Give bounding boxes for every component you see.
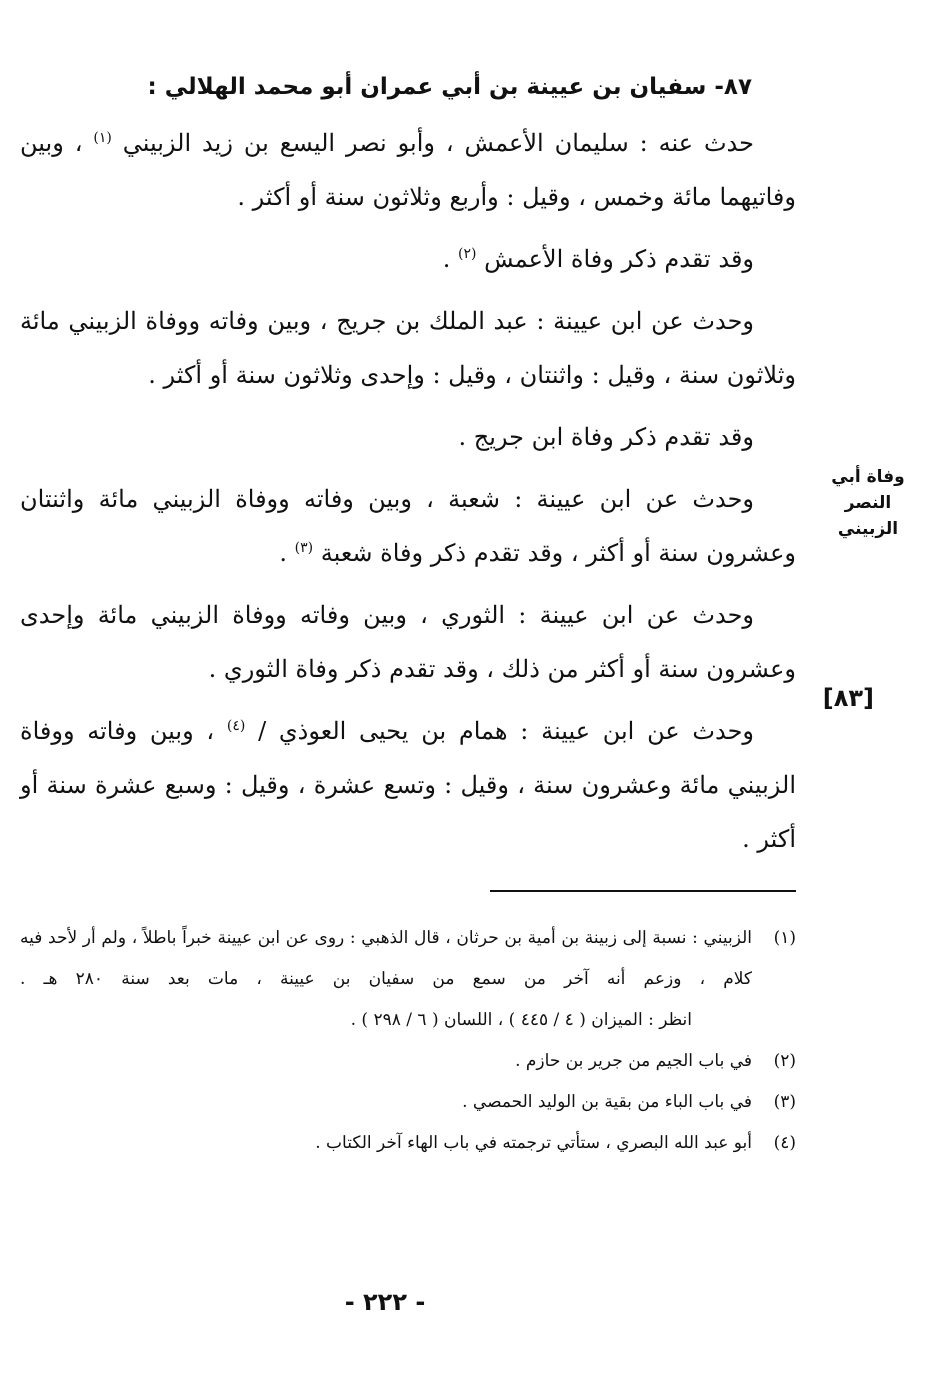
footnote-text: في باب الباء من بقية بن الوليد الحمصي . (462, 1092, 752, 1112)
footnote-text: أبو عبد الله البصري ، ستأتي ترجمته في باب الهاء آخر الكتاب . (315, 1133, 752, 1153)
footnote-4 (20, 1123, 796, 1164)
footnote-text: الزبيني : نسبة إلى زبينة بن أمية بن حرثان ، قال الذهبي : روى عن ابن عيينة خبراً باطلاً ، ولم أر لأحد فيه كلام ، وزعم أنه آخر من سمع من سفيان بن عيينة ، مات بعد سنة ٢٨٠ هـ . (20, 928, 752, 989)
paragraph-text: وحدث عن ابن عيينة : عبد الملك بن جريج ، وبين وفاته ووفاة الزبيني مائة وثلاثون سنة ، وقيل : واثنتان ، وقيل : وإحدى وثلاثون سنة أو أكثر . (20, 307, 796, 389)
footnote-ref: (٤) (226, 718, 246, 734)
paragraph-text: وحدث عن ابن عيينة : الثوري ، وبين وفاته ووفاة الزبيني مائة وإحدى وعشرون سنة أو أكثر من ذلك ، وقد تقدم ذكر وفاة الثوري . (20, 601, 796, 683)
footnotes (20, 918, 796, 1164)
paragraph-text: وحدث عن ابن عيينة : شعبة ، وبين وفاته ووفاة الزبيني مائة واثنتان وعشرون سنة أو أكثر ، وقد تقدم ذكر وفاة شعبة (20, 485, 796, 567)
paragraph-text: ، وبين وفاته ووفاة الزبيني مائة وعشرون سنة ، وقيل : وتسع عشرة ، وقيل : وسبع عشرة سنة أو أكثر . (20, 717, 796, 853)
paragraph-text: حدث عنه : سليمان الأعمش ، وأبو نصر اليسع بن زيد الزبيني (122, 129, 754, 157)
footnote-ref: (١) (93, 130, 112, 146)
footnote-ref: (٢) (457, 246, 477, 262)
main-text (20, 116, 796, 874)
side-note-line-2: النصر الزبيني (837, 493, 899, 539)
side-note (812, 464, 924, 542)
side-note-line-1: وفاة أبي (831, 467, 905, 487)
footnote-number: (٤) (773, 1133, 796, 1153)
paragraph-text: ، وبين وفاتيهما مائة وخمس ، وقيل : وأربع وثلاثون سنة أو أكثر . (20, 129, 796, 211)
paragraph-1 (20, 116, 796, 224)
paragraph-2 (20, 232, 796, 286)
paragraph-5 (20, 472, 796, 580)
footnote-number: (٣) (773, 1092, 796, 1112)
margin-page-marker: [٨٣] (822, 684, 874, 712)
footnote-3 (20, 1082, 796, 1123)
footnote-body (20, 918, 752, 1041)
footnote-number: (٢) (773, 1051, 796, 1071)
paragraph-text: . (279, 539, 287, 567)
footnote-number: (١) (773, 928, 796, 948)
paragraph-text: وحدث عن ابن عيينة : همام بن يحيى العوذي / (258, 717, 754, 745)
entry-heading: ٨٧- سفيان بن عيينة بن أبي عمران أبو محمد الهلالي : (147, 74, 752, 100)
paragraph-text: . (442, 245, 451, 273)
footnote-divider (490, 890, 796, 892)
footnote-ref: (٣) (294, 540, 314, 556)
paragraph-text: وقد تقدم ذكر وفاة ابن جريج . (458, 423, 754, 451)
page-number: - ٢٢٢ - (344, 1288, 426, 1316)
footnote-1 (20, 918, 796, 1041)
footnote-2 (20, 1041, 796, 1082)
paragraph-6 (20, 588, 796, 696)
paragraph-4 (20, 410, 796, 464)
paragraph-7 (20, 704, 796, 866)
paragraph-text: وقد تقدم ذكر وفاة الأعمش (484, 245, 754, 273)
footnote-citation: انظر : الميزان ( ٤ / ٤٤٥ ) ، اللسان ( ٦ / ٢٩٨ ) . (350, 1010, 692, 1030)
paragraph-3 (20, 294, 796, 402)
footnote-text: في باب الجيم من جرير بن حازم . (515, 1051, 752, 1071)
